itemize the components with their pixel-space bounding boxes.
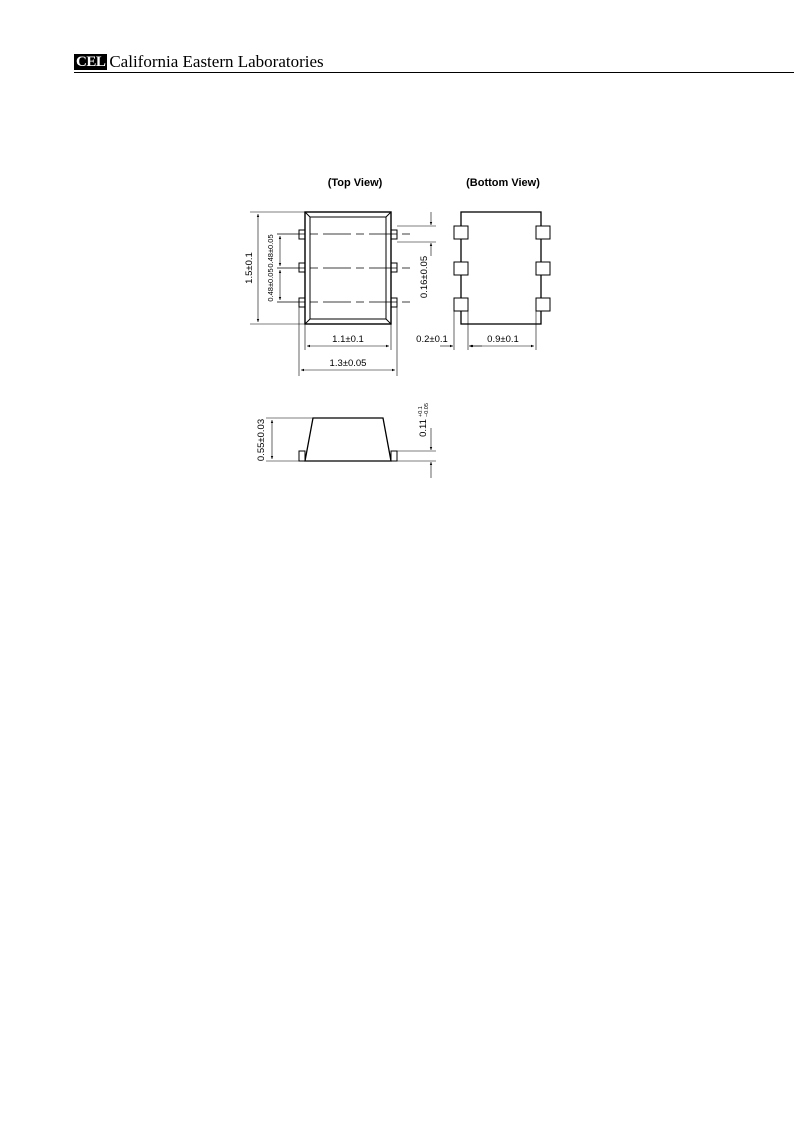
dim-height: 0.55±0.03 xyxy=(256,418,267,462)
side-view-lead xyxy=(299,451,305,461)
dim-lead-thickness-group xyxy=(418,403,430,437)
bottom-view-pad xyxy=(454,298,468,311)
dim-lead-width: 0.16±0.05 xyxy=(419,255,430,299)
top-view xyxy=(250,212,436,376)
dim-overall-width: 1.3±0.05 xyxy=(329,358,367,369)
top-view-lead xyxy=(391,230,397,239)
dim-lead-length: 0.2±0.1 xyxy=(416,334,448,345)
company-name: California Eastern Laboratories xyxy=(109,52,324,71)
bottom-view-pad xyxy=(536,262,550,275)
bottom-view-pad xyxy=(454,262,468,275)
dim-body-width: 1.1±0.1 xyxy=(332,334,364,345)
dim-lead-thickness: 0.11 xyxy=(418,419,429,437)
top-view-lead xyxy=(391,298,397,307)
top-view-lead xyxy=(391,263,397,272)
top-view-lead xyxy=(299,263,305,272)
bottom-view-title: (Bottom View) xyxy=(466,177,540,189)
side-view xyxy=(266,418,436,478)
dim-pitch-upper: 0.48±0.05 xyxy=(266,234,275,268)
bottom-view-pad xyxy=(454,226,468,239)
top-view-lead xyxy=(299,298,305,307)
dim-lead-thickness-tol-minus: −0.05 xyxy=(424,403,430,417)
bottom-view-body xyxy=(461,212,541,324)
top-view-title: (Top View) xyxy=(327,177,383,189)
top-view-lead xyxy=(299,230,305,239)
side-view-lead xyxy=(391,451,397,461)
company-logo: CEL xyxy=(76,54,106,70)
dim-lead-thickness-tol-plus: +0.1 xyxy=(418,406,424,417)
dim-pitch-lower: 0.48±0.05 xyxy=(266,268,275,302)
bottom-view xyxy=(440,212,550,350)
dim-pad-span: 0.9±0.1 xyxy=(487,334,519,345)
bottom-view-pad xyxy=(536,298,550,311)
side-view-body xyxy=(305,418,391,461)
dim-overall-length: 1.5±0.1 xyxy=(244,252,255,284)
bottom-view-pad xyxy=(536,226,550,239)
